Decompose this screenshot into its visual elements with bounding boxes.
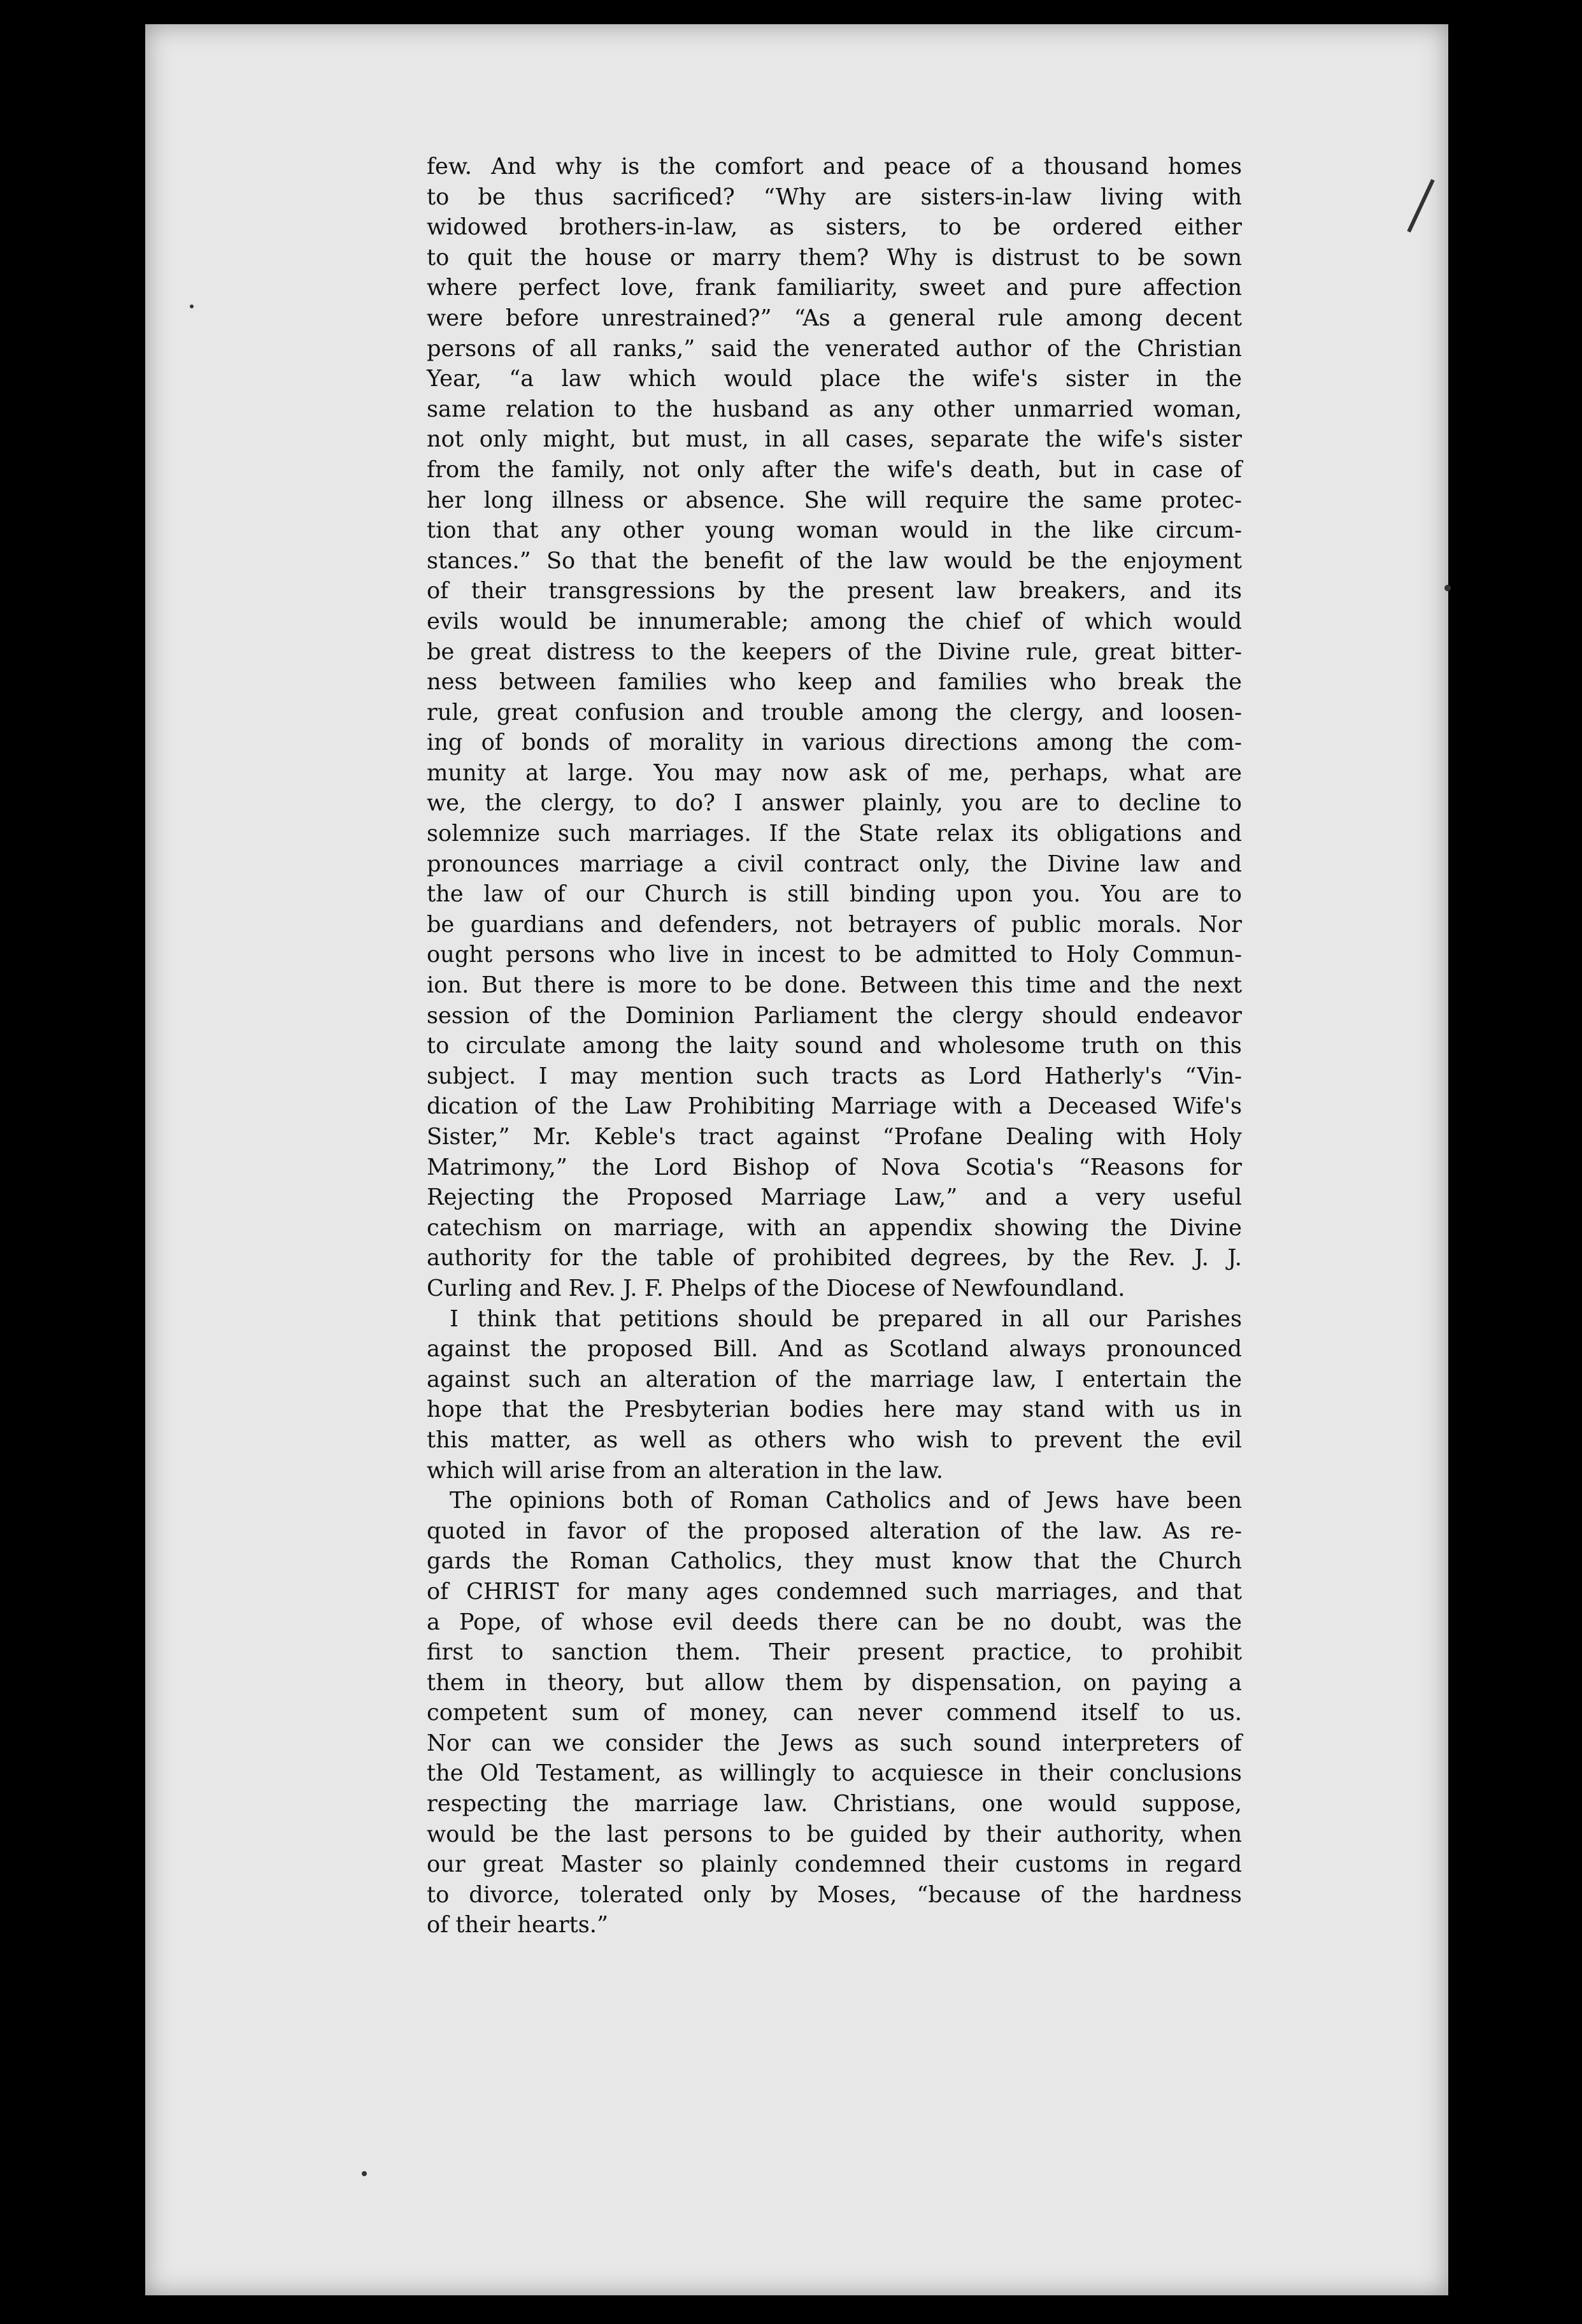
text-line: dication of the Law Prohibiting Marriage with a Deceased Wife's [427, 1093, 1242, 1120]
text-line: hope that the Presbyterian bodies here may stand with us in [427, 1396, 1242, 1423]
text-line: which will arise from an alteration in the law. [427, 1457, 943, 1484]
text-line: would be the last persons to be guided by their authority, when [427, 1821, 1242, 1847]
text-line: ion. But there is more to be done. Between this time and the next [427, 972, 1242, 999]
text-line: from the family, not only after the wife's death, but in case of [427, 456, 1242, 483]
text-line: be guardians and defenders, not betrayers of public morals. Nor [427, 911, 1242, 938]
text-line: widowed brothers-in-law, as sisters, to be ordered either [427, 214, 1242, 241]
text-line: gards the Roman Catholics, they must know that the Church [427, 1548, 1242, 1575]
text-line: them in theory, but allow them by dispensation, on paying a [427, 1669, 1242, 1696]
text-line: where perfect love, frank familiarity, sweet and pure affection [427, 275, 1242, 301]
text-line: Year, “a law which would place the wife's sister in the [427, 366, 1242, 392]
text-line: of CHRIST for many ages condemned such marriages, and that [427, 1578, 1242, 1605]
text-line: of their transgressions by the present law breakers, and its [427, 578, 1242, 605]
text-line: competent sum of money, can never commend itself to us. [427, 1700, 1242, 1726]
scan-mark [1407, 179, 1434, 233]
text-line: few. And why is the comfort and peace of a thousand homes [427, 154, 1242, 180]
text-line: of their hearts.” [427, 1912, 608, 1939]
text-line: quoted in favor of the proposed alteration of the law. As re- [427, 1517, 1242, 1544]
text-line: evils would be innumerable; among the chief of which would [427, 608, 1242, 635]
text-line: persons of all ranks,” said the venerated author of the Christian [427, 335, 1242, 362]
text-line: Curling and Rev. J. F. Phelps of the Diocese of Newfoundland. [427, 1275, 1125, 1302]
text-line: Nor can we consider the Jews as such sound interpreters of [427, 1730, 1242, 1756]
text-line: rule, great confusion and trouble among the clergy, and loosen- [427, 699, 1242, 726]
text-line: The opinions both of Roman Catholics and of Jews have been [450, 1488, 1242, 1514]
text-line: catechism on marriage, with an appendix showing the Divine [427, 1214, 1242, 1241]
text-line: against the proposed Bill. And as Scotland always pronounced [427, 1336, 1242, 1363]
scan-mark [1444, 585, 1451, 591]
text-line: ing of bonds of morality in various directions among the com- [427, 729, 1242, 756]
text-line: be great distress to the keepers of the Divine rule, great bitter- [427, 638, 1242, 665]
text-line: subject. I may mention such tracts as Lord Hatherly's “Vin- [427, 1063, 1242, 1089]
text-line: against such an alteration of the marriage law, I entertain the [427, 1366, 1242, 1393]
text-line: to be thus sacrificed? “Why are sisters-in-law living with [427, 183, 1242, 210]
scan-mark [190, 305, 194, 308]
text-line: a Pope, of whose evil deeds there can be no doubt, was the [427, 1609, 1242, 1635]
text-line: stances.” So that the benefit of the law would be the enjoyment [427, 547, 1242, 574]
text-line: to quit the house or marry them? Why is distrust to be sown [427, 244, 1242, 271]
text-line: to divorce, tolerated only by Moses, “because of the hardness [427, 1881, 1242, 1908]
text-line: the Old Testament, as willingly to acquiesce in their conclusions [427, 1760, 1242, 1787]
text-line: to circulate among the laity sound and wholesome truth on this [427, 1033, 1242, 1059]
document-body [427, 152, 1242, 1940]
text-line: I think that petitions should be prepared in all our Parishes [450, 1305, 1242, 1332]
text-line: we, the clergy, to do? I answer plainly, you are to decline to [427, 790, 1242, 817]
text-line: our great Master so plainly condemned their customs in regard [427, 1851, 1242, 1878]
text-line: ness between families who keep and families who break the [427, 669, 1242, 696]
scan-mark [362, 2171, 367, 2176]
text-line: authority for the table of prohibited degrees, by the Rev. J. J. [427, 1245, 1242, 1272]
text-line: session of the Dominion Parliament the clergy should endeavor [427, 1002, 1242, 1029]
text-line: pronounces marriage a civil contract only, the Divine law and [427, 850, 1242, 877]
text-line: her long illness or absence. She will require the same protec- [427, 487, 1242, 513]
text-line: respecting the marriage law. Christians, one would suppose, [427, 1791, 1242, 1818]
text-line: not only might, but must, in all cases, separate the wife's sister [427, 426, 1242, 453]
text-line: the law of our Church is still binding upon you. You are to [427, 881, 1242, 908]
text-line: this matter, as well as others who wish to prevent the evil [427, 1426, 1242, 1453]
text-line: same relation to the husband as any other unmarried woman, [427, 396, 1242, 422]
text-line: were before unrestrained?” “As a general rule among decent [427, 305, 1242, 331]
text-line: munity at large. You may now ask of me, perhaps, what are [427, 759, 1242, 786]
text-line: ought persons who live in incest to be admitted to Holy Commun- [427, 942, 1242, 968]
text-line: tion that any other young woman would in the like circum- [427, 517, 1242, 544]
text-line: Matrimony,” the Lord Bishop of Nova Scotia's “Reasons for [427, 1154, 1242, 1180]
text-line: Sister,” Mr. Keble's tract against “Profane Dealing with Holy [427, 1124, 1242, 1150]
text-line: solemnize such marriages. If the State relax its obligations and [427, 821, 1242, 847]
text-line: Rejecting the Proposed Marriage Law,” and a very useful [427, 1184, 1242, 1211]
text-line: first to sanction them. Their present practice, to prohibit [427, 1639, 1242, 1666]
